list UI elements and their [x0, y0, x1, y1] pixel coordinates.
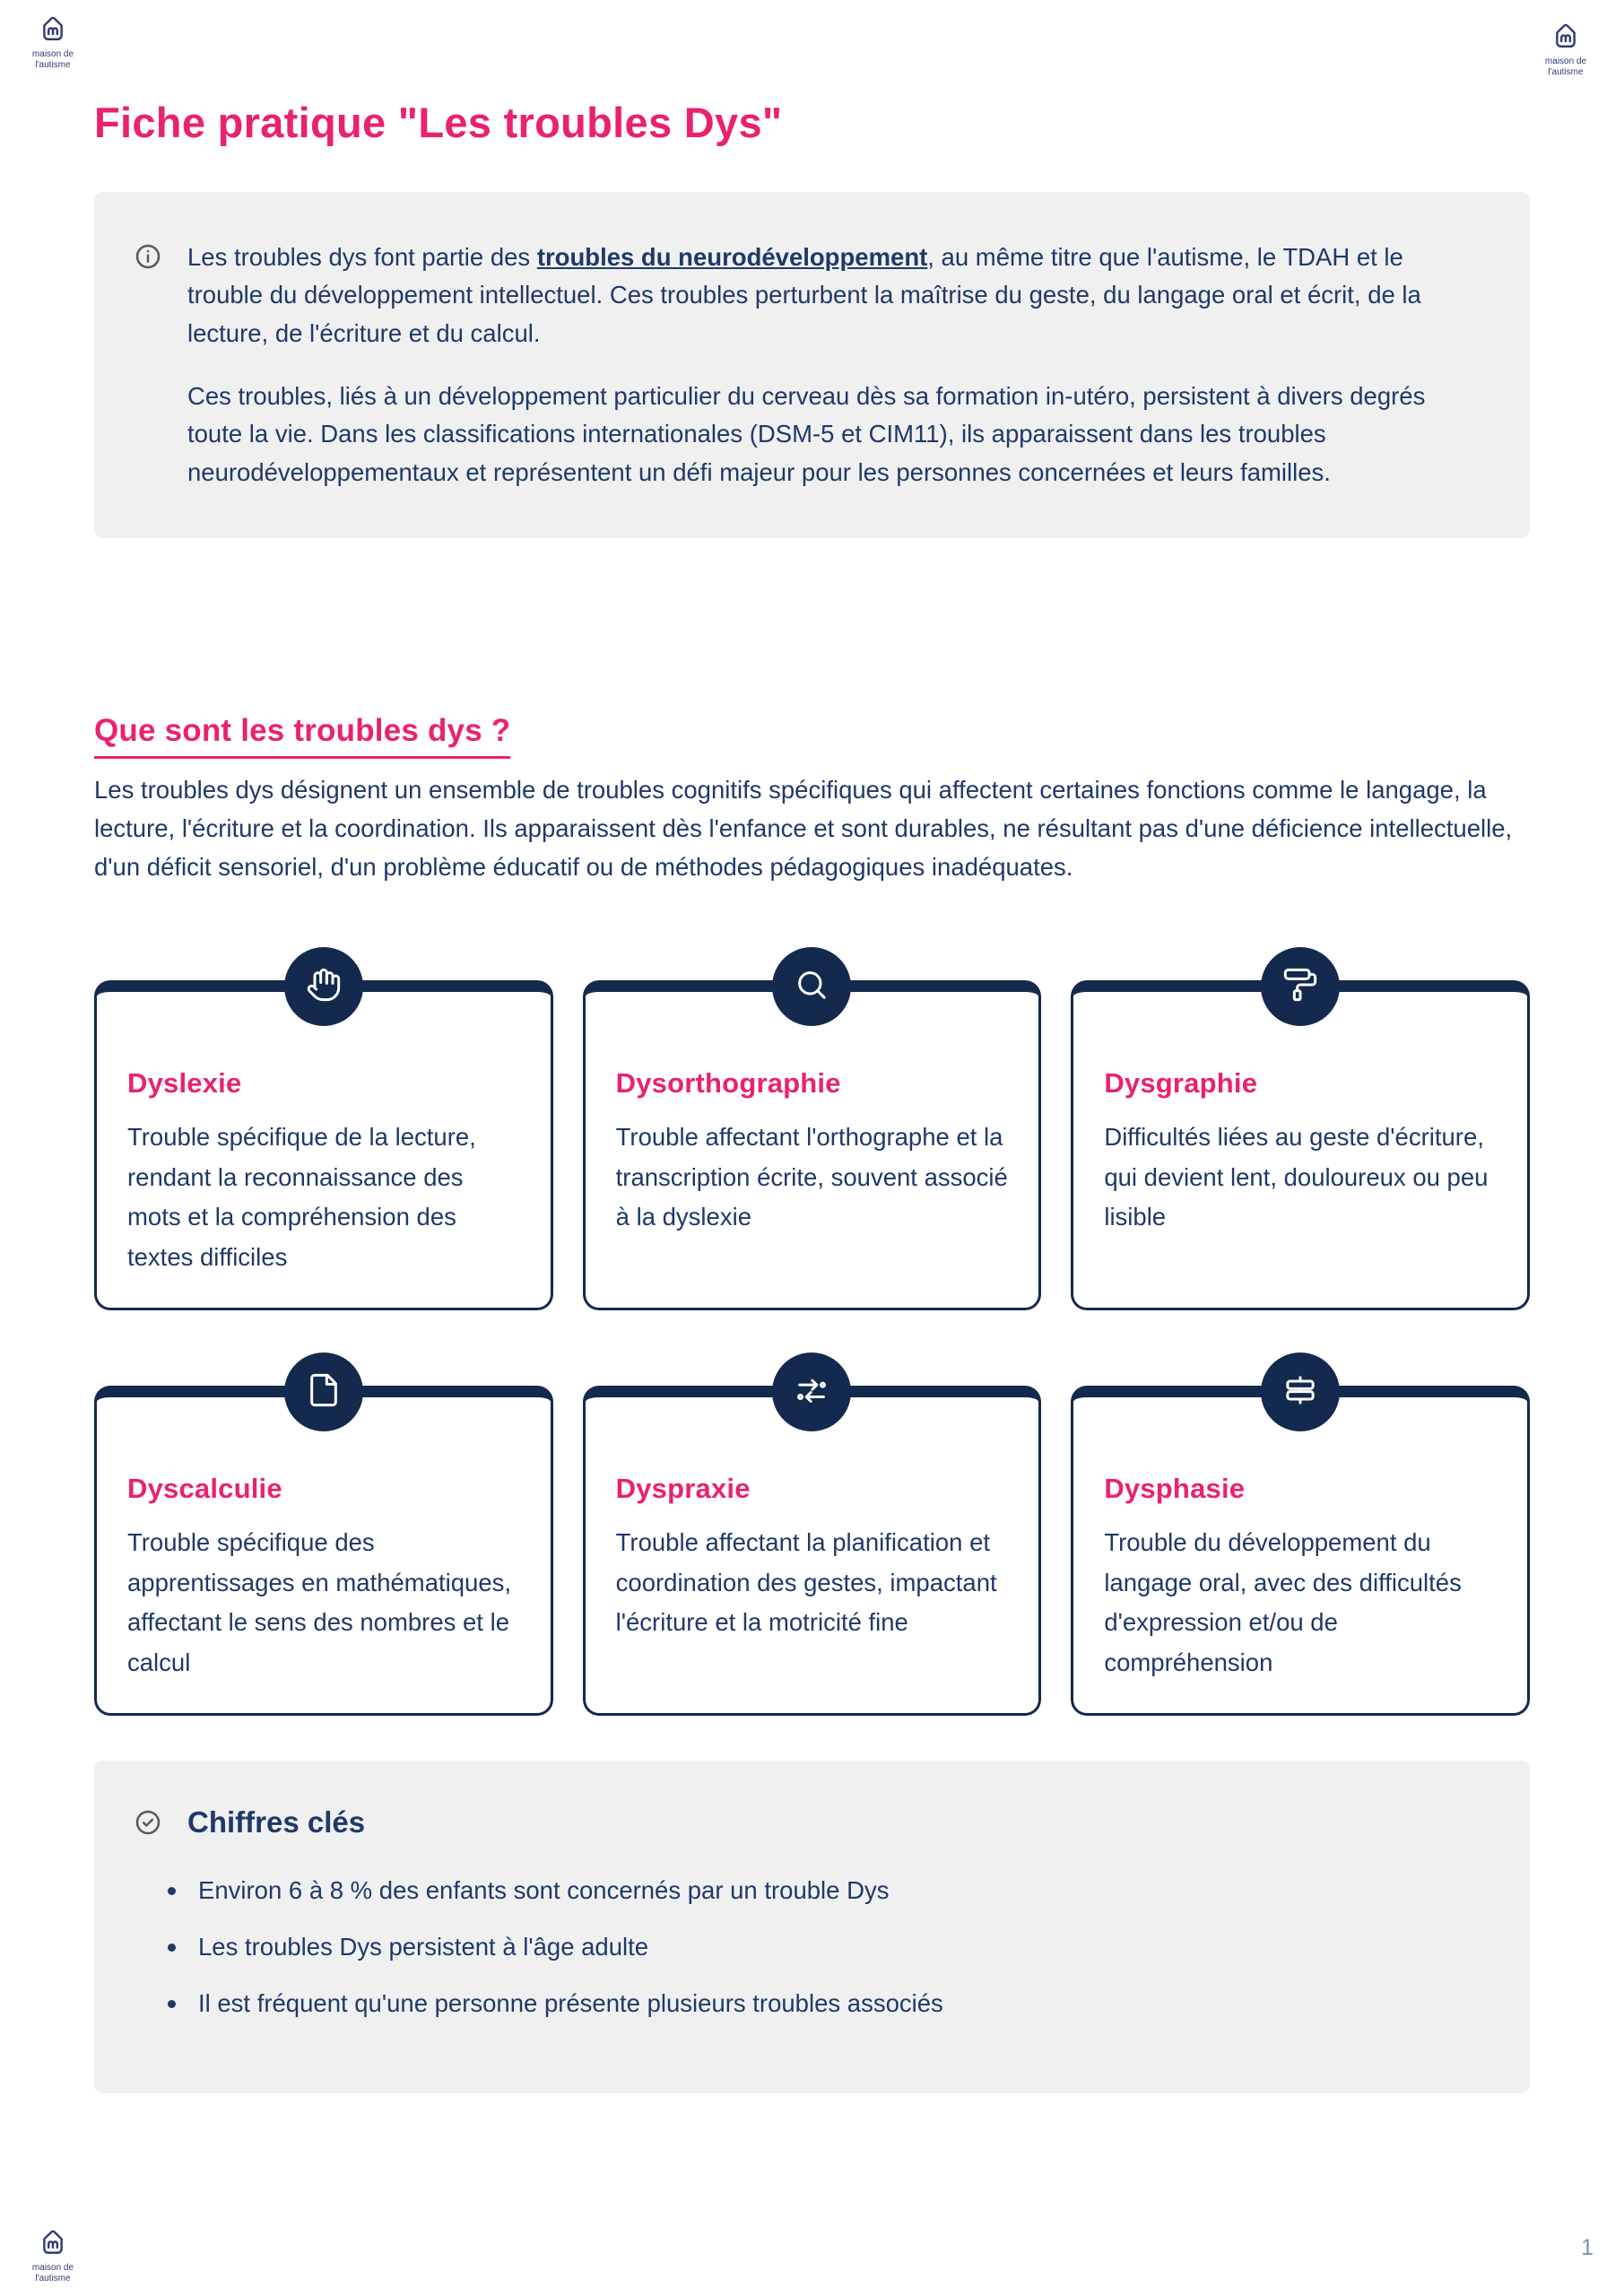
house-m-icon	[38, 13, 68, 48]
card-icon-circle	[284, 947, 363, 1026]
brand-logo-top-right	[1531, 20, 1601, 78]
info-box	[94, 192, 1530, 538]
section-heading: Que sont les troubles dys ?	[94, 713, 510, 759]
info-p1-after: , au même titre que l'autisme, le TDAH et le trouble du développement intellectuel. Ces troubles perturbent la maîtrise du geste, du langage oral et écrit, de la lecture, de l'écriture et du calcul.	[187, 243, 1421, 347]
card-dysorthographie	[583, 980, 1042, 1310]
brand-logo-text: maison de l'autisme	[31, 49, 74, 70]
card-title: Dyslexie	[127, 1067, 242, 1099]
card-description: Trouble spécifique des apprentissages en mathématiques, affectant le sens des nombres et le calcul	[127, 1528, 512, 1676]
card-description: Trouble du développement du langage oral, avec des difficultés d'expression et/ou de compréhension	[1104, 1528, 1462, 1676]
card-dysgraphie	[1071, 980, 1530, 1310]
card-title: Dyscalculie	[127, 1473, 282, 1505]
key-figure-item: Il est fréquent qu'une personne présente plusieurs troubles associés	[198, 1987, 1489, 2020]
key-figures-list	[134, 1874, 1489, 2020]
card-dyspraxie	[583, 1386, 1042, 1716]
file-icon	[306, 1372, 342, 1413]
search-icon	[794, 967, 829, 1007]
section-intro: Les troubles dys désignent un ensemble de troubles cognitifs spécifiques qui affectent certaines fonctions comme le langage, la lecture, l'écriture et la coordination. Ils apparaissent dès l'enfance et sont durables, ne résultant pas d'une déficience intellectuelle, d'un déficit sensoriel, d'un problème éducatif ou de méthodes pédagogiques inadéquates.	[94, 776, 1513, 881]
card-icon-circle	[1261, 947, 1340, 1026]
card-dysphasie	[1071, 1386, 1530, 1716]
hand-icon	[306, 967, 342, 1007]
brand-logo-text: maison de l'autisme	[31, 2263, 74, 2283]
info-text	[187, 239, 1485, 491]
stacked-rows-icon	[1282, 1372, 1318, 1413]
info-p1-before: Les troubles dys font partie des	[187, 243, 537, 271]
brand-logo-bottom-left	[18, 2226, 88, 2284]
card-dyscalculie	[94, 1386, 553, 1716]
house-m-icon	[1550, 20, 1581, 55]
card-icon-circle	[772, 947, 851, 1026]
card-description: Trouble affectant l'orthographe et la transcription écrite, souvent associé à la dyslexie	[615, 1123, 1008, 1231]
card-description: Trouble spécifique de la lecture, rendant la reconnaissance des mots et la compréhension des textes difficiles	[127, 1123, 476, 1271]
card-description: Difficultés liées au geste d'écriture, qui devient lent, douloureux ou peu lisible	[1104, 1123, 1489, 1231]
key-figures-header	[134, 1805, 1489, 1839]
card-title: Dysphasie	[1104, 1473, 1246, 1505]
key-figures-title: Chiffres clés	[187, 1805, 366, 1839]
card-icon-circle	[1261, 1352, 1340, 1431]
card-description: Trouble affectant la planification et coordination des gestes, impactant l'écriture et la motricité fine	[615, 1528, 997, 1637]
info-paragraph-2: Ces troubles, liés à un développement particulier du cerveau dès sa formation in-utéro, persistent à divers degrés toute la vie. Dans les classifications internationales (DSM-5 et CIM11), ils apparaissent dans les troubles neurodéveloppementaux et représentent un défi majeur pour les personnes concernées et leurs familles.	[187, 382, 1426, 486]
page-number: 1	[1581, 2235, 1594, 2260]
card-icon-circle	[284, 1352, 363, 1431]
house-m-icon	[38, 2226, 68, 2261]
dys-cards-grid	[94, 980, 1530, 1716]
page-title: Fiche pratique "Les troubles Dys"	[94, 99, 783, 147]
paint-roller-icon	[1282, 967, 1318, 1007]
key-figure-item: Environ 6 à 8 % des enfants sont concernés par un trouble Dys	[198, 1874, 1489, 1907]
brand-logo-top-left	[18, 13, 88, 71]
info-circle-icon	[134, 242, 162, 271]
card-title: Dyspraxie	[615, 1473, 751, 1505]
key-figures-box	[94, 1761, 1530, 2093]
key-figure-item: Les troubles Dys persistent à l'âge adulte	[198, 1930, 1489, 1963]
card-title: Dysgraphie	[1104, 1067, 1258, 1099]
card-title: Dysorthographie	[615, 1067, 841, 1099]
info-paragraph-1	[187, 239, 1485, 352]
swap-arrows-icon	[794, 1372, 829, 1413]
card-dyslexie	[94, 980, 553, 1310]
brand-logo-text: maison de l'autisme	[1544, 57, 1587, 77]
card-icon-circle	[772, 1352, 851, 1431]
check-circle-icon	[134, 1808, 162, 1837]
neurodevelopment-link[interactable]: troubles du neurodéveloppement	[536, 243, 928, 271]
